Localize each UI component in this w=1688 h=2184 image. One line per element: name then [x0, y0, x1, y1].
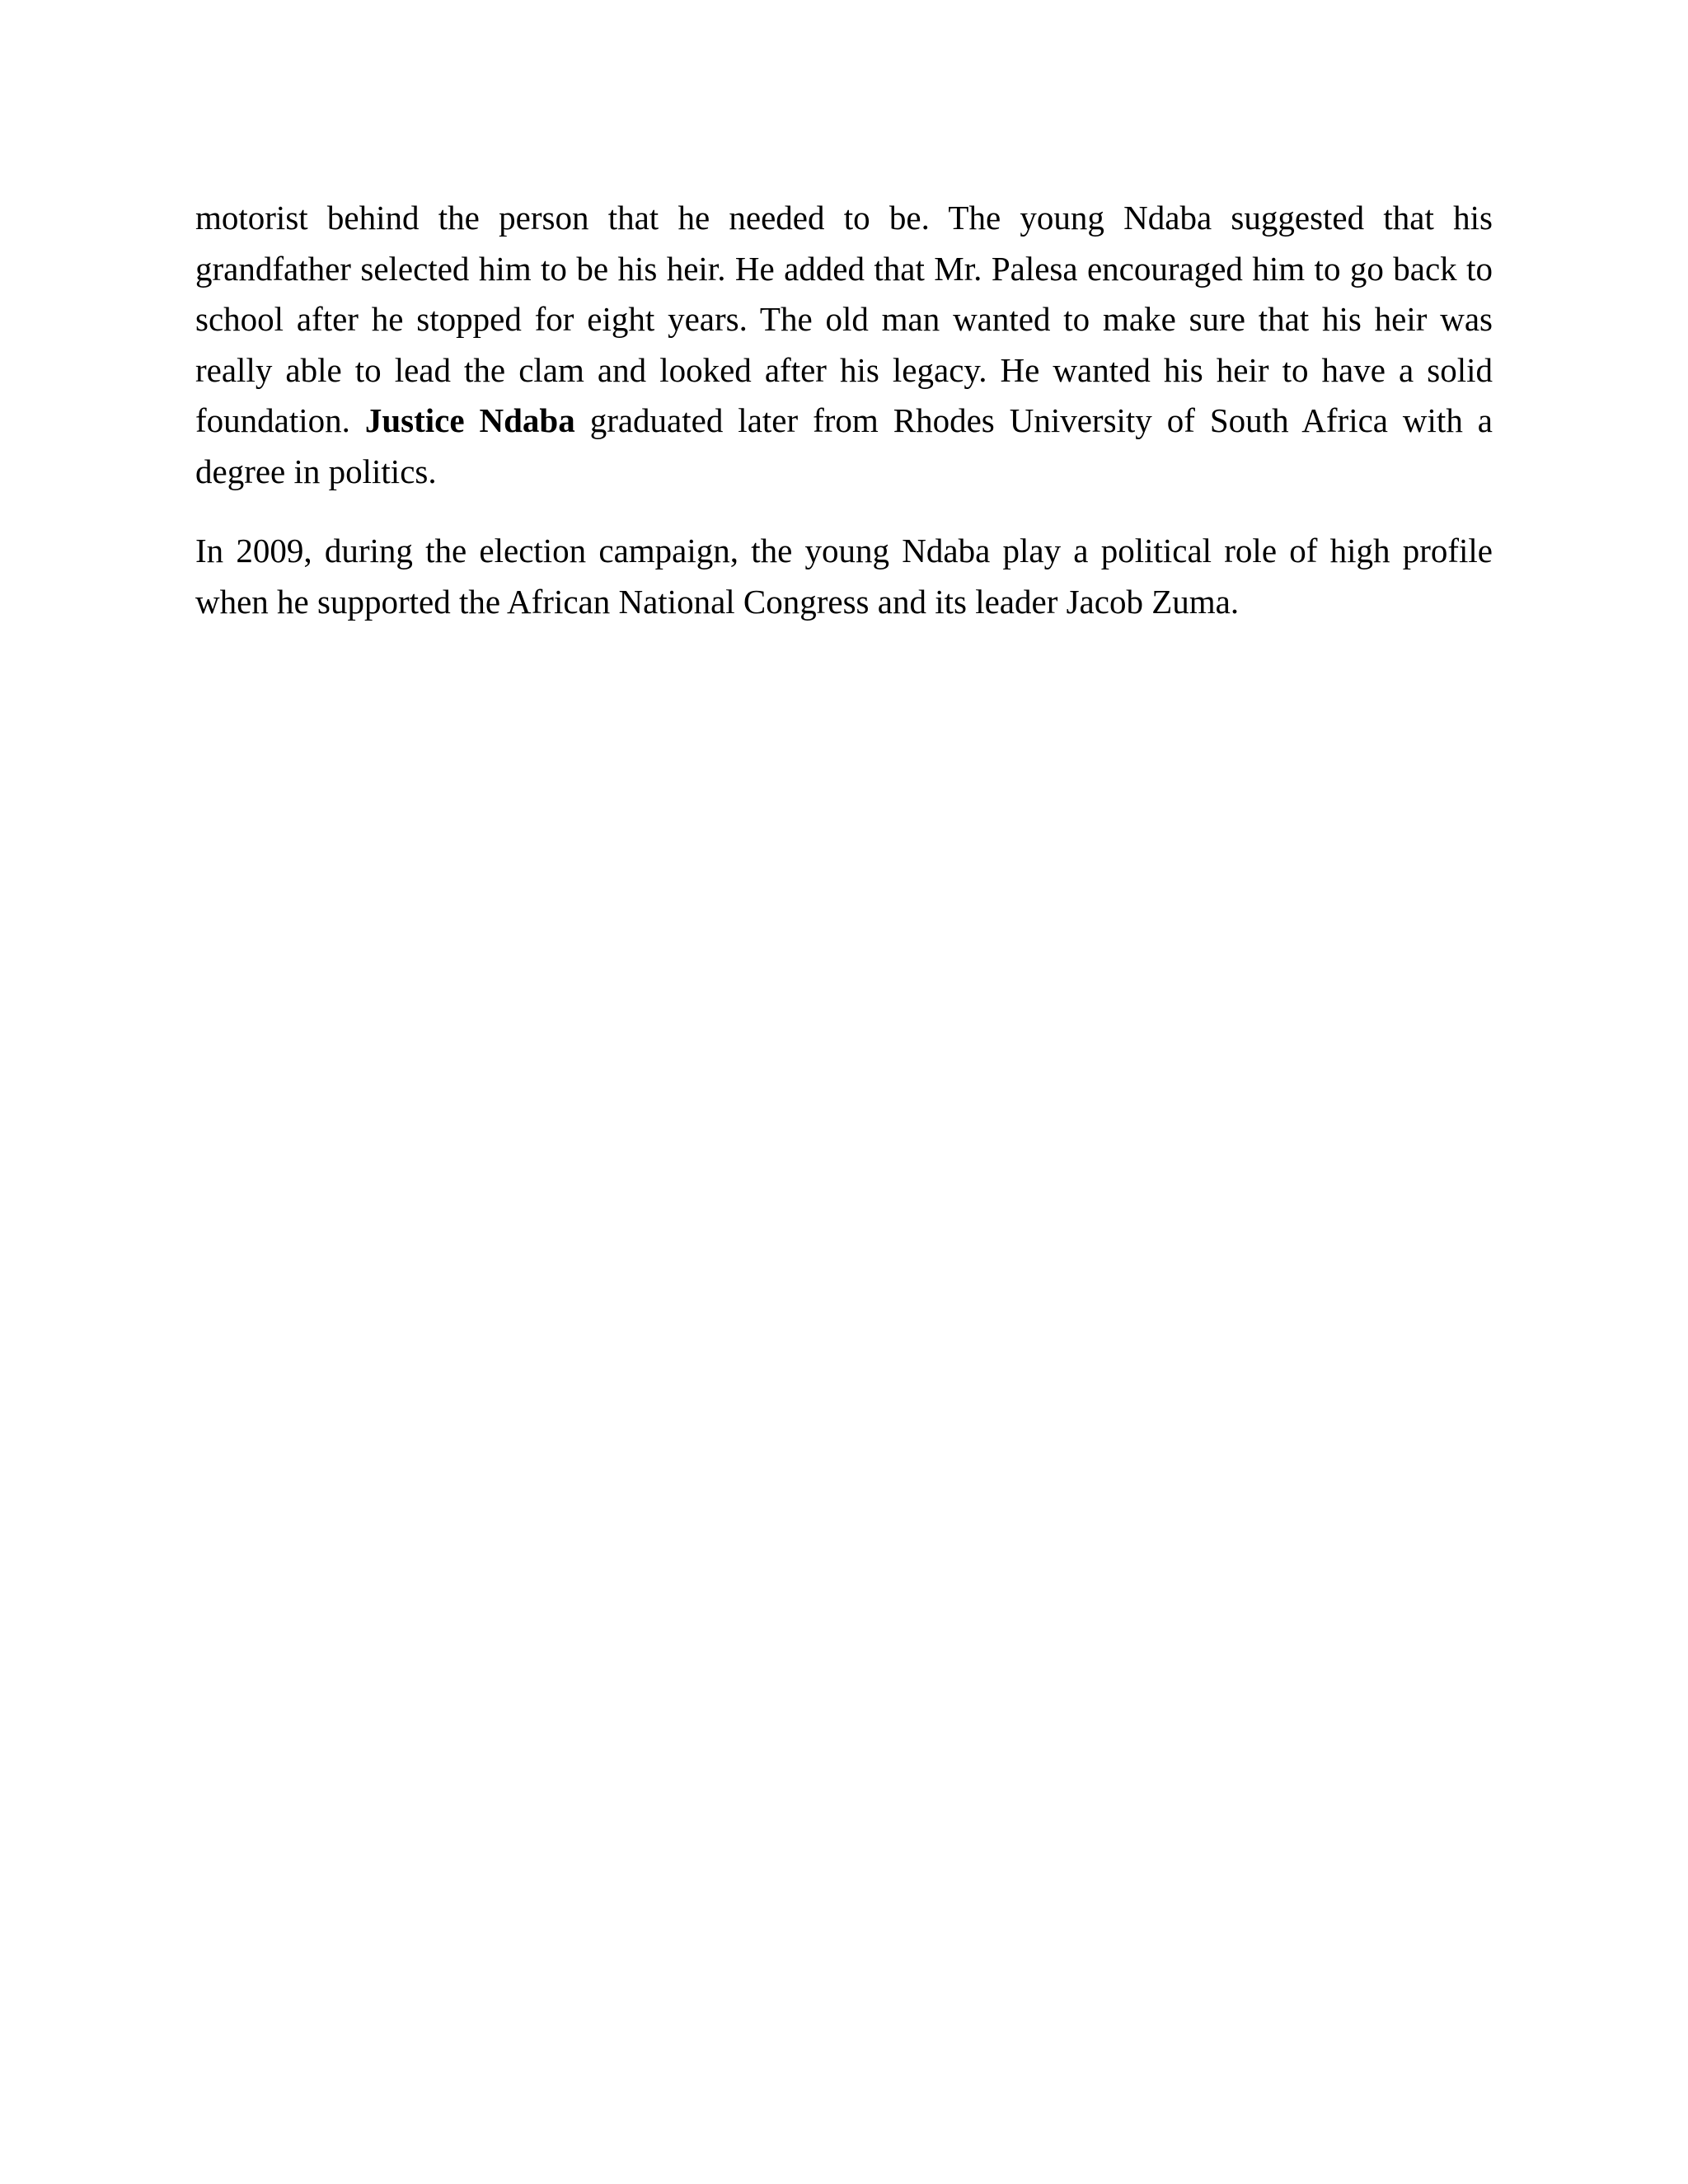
paragraph-biography-text-before: motorist behind the person that he needed to be. The young Ndaba suggested that his grandfather selected him to be his heir. He added that Mr. Palesa encouraged him to go back to school after he stopped for eight years. The old man wanted to make sure that his heir was really able to lead the clam and looked after his legacy. He wanted his heir to have a solid foundation.	[195, 199, 1493, 439]
paragraph-biography	[195, 193, 1493, 497]
bold-name-justice-ndaba: Justice Ndaba	[364, 401, 575, 439]
paragraph-biography-text-after: graduated later from Rhodes University of South Africa with a degree in politics.	[195, 401, 1493, 490]
paragraph-politics	[195, 526, 1493, 627]
paragraph-politics-text: In 2009, during the election campaign, the young Ndaba play a political role of high profile when he supported the African National Congress and its leader Jacob Zuma.	[195, 532, 1493, 621]
